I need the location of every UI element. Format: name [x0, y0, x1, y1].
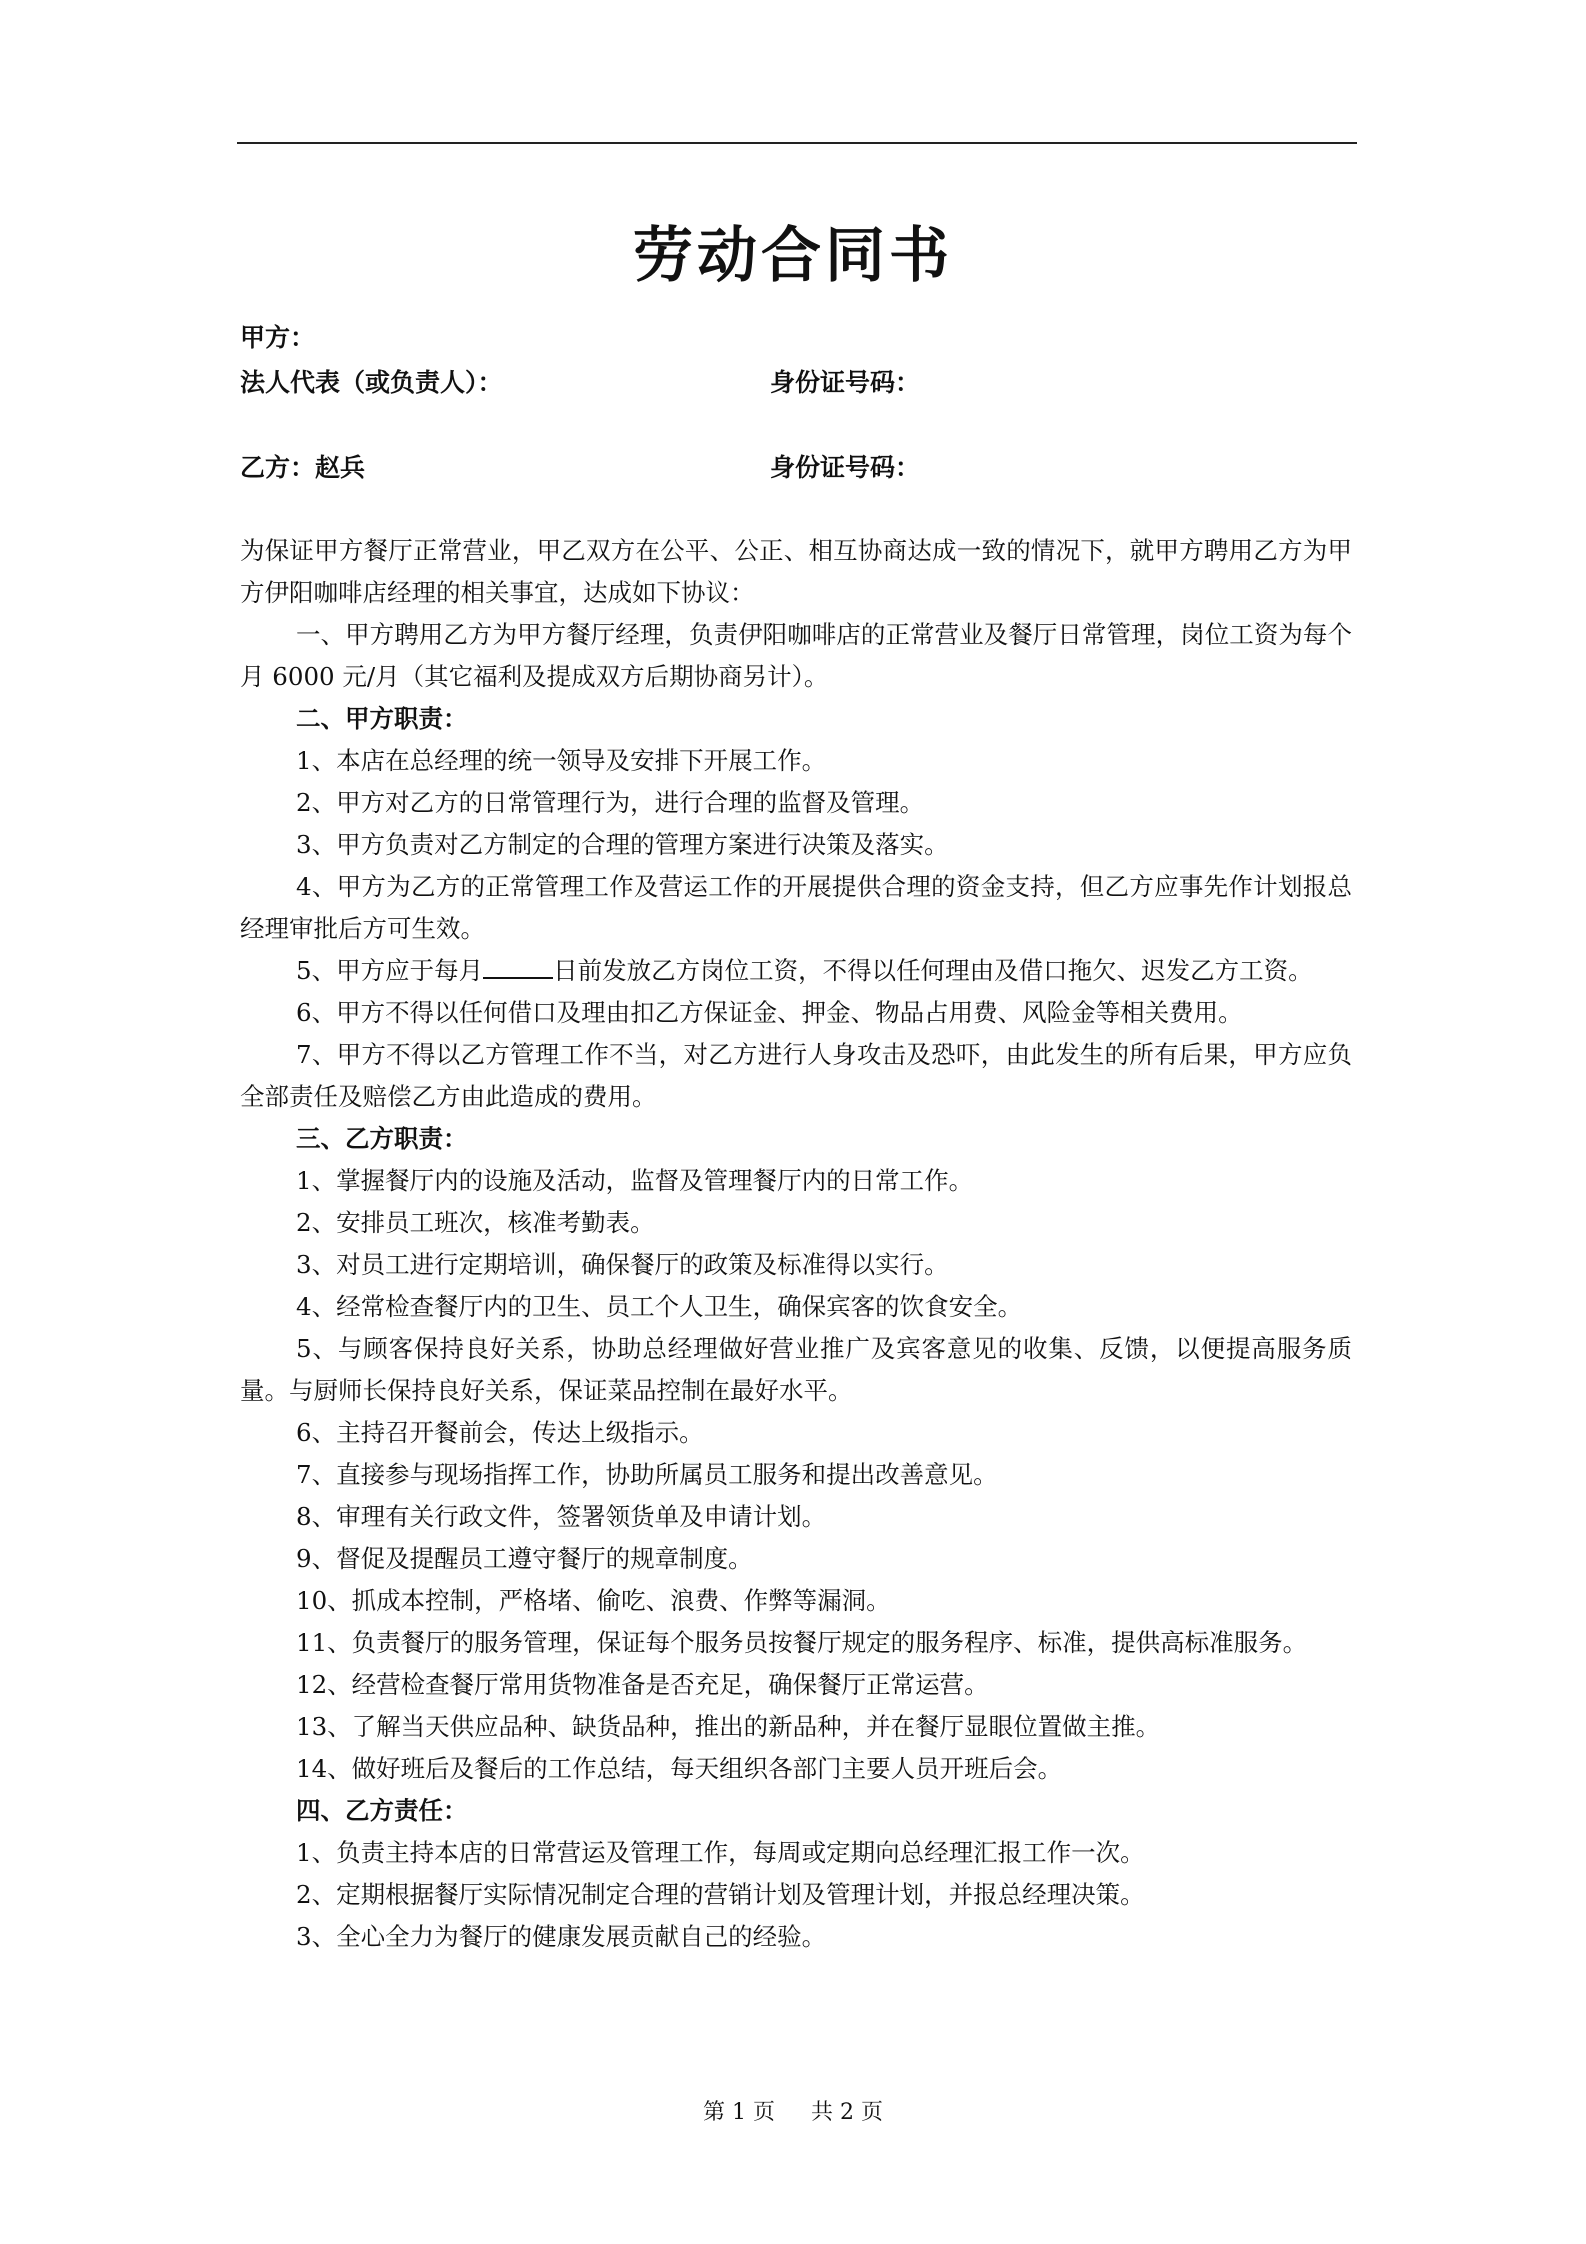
- section-3-item: 3、对员工进行定期培训，确保餐厅的政策及标准得以实行。: [296, 1250, 949, 1279]
- party-b-name: 赵兵: [315, 453, 366, 482]
- contract-body: [240, 530, 1352, 1958]
- item-5-before: 5、甲方应于每月: [296, 956, 484, 985]
- intro-paragraph: 为保证甲方餐厅正常营业，甲乙双方在公平、公正、相互协商达成一致的情况下，就甲方聘用乙方为甲方伊阳咖啡店经理的相关事宜，达成如下协议：: [240, 536, 1352, 607]
- section-3-item: 14、做好班后及餐后的工作总结，每天组织各部门主要人员开班后会。: [296, 1754, 1063, 1783]
- section-4-heading: 四、乙方责任：: [296, 1796, 468, 1825]
- legal-rep-label: 法人代表（或负责人）：: [240, 368, 503, 397]
- section-3-item: 12、经营检查餐厅常用货物准备是否充足，确保餐厅正常运营。: [296, 1670, 989, 1699]
- section-2-item-5: [240, 950, 1352, 992]
- section-3-item: 7、直接参与现场指挥工作，协助所属员工服务和提出改善意见。: [296, 1460, 998, 1489]
- section-3-item: 11、负责餐厅的服务管理，保证每个服务员按餐厅规定的服务程序、标准，提供高标准服务。: [296, 1628, 1308, 1657]
- section-2-item: 2、甲方对乙方的日常管理行为，进行合理的监督及管理。: [296, 788, 925, 817]
- section-3-item: 8、审理有关行政文件，签署领货单及申请计划。: [296, 1502, 827, 1531]
- section-2-item: 3、甲方负责对乙方制定的合理的管理方案进行决策及落实。: [296, 830, 949, 859]
- page-total: 共 2 页: [811, 2100, 883, 2125]
- section-2-heading: 二、甲方职责：: [296, 704, 468, 733]
- section-3-item: 4、经常检查餐厅内的卫生、员工个人卫生，确保宾客的饮食安全。: [296, 1292, 1023, 1321]
- page-number: 第 1 页: [703, 2100, 775, 2125]
- section-2-item: 1、本店在总经理的统一领导及安排下开展工作。: [296, 746, 827, 775]
- header-rule: [237, 142, 1357, 144]
- document-title: 劳动合同书: [633, 221, 953, 291]
- section-3-item: 2、安排员工班次，核准考勤表。: [296, 1208, 655, 1237]
- section-3-item: 6、主持召开餐前会，传达上级指示。: [296, 1418, 704, 1447]
- party-b-id-label: 身份证号码：: [770, 453, 921, 482]
- party-b-label: 乙方：: [240, 453, 316, 482]
- section-4-item: 3、全心全力为餐厅的健康发展贡献自己的经验。: [296, 1922, 827, 1951]
- page-footer: [0, 2098, 1586, 2128]
- section-2-item: 7、甲方不得以乙方管理工作不当，对乙方进行人身攻击及恐吓，由此发生的所有后果，甲方应负全部责任及赔偿乙方由此造成的费用。: [240, 1040, 1352, 1111]
- section-4-item: 1、负责主持本店的日常营运及管理工作，每周或定期向总经理汇报工作一次。: [296, 1838, 1145, 1867]
- party-a-label: 甲方：: [240, 323, 316, 352]
- pay-day-blank: [483, 955, 553, 979]
- party-a-id-label: 身份证号码：: [770, 368, 921, 397]
- section-3-heading: 三、乙方职责：: [296, 1124, 468, 1153]
- item-5-after: 日前发放乙方岗位工资，不得以任何理由及借口拖欠、迟发乙方工资。: [553, 956, 1313, 985]
- section-3-item: 9、督促及提醒员工遵守餐厅的规章制度。: [296, 1544, 753, 1573]
- clause-1: 一、甲方聘用乙方为甲方餐厅经理，负责伊阳咖啡店的正常营业及餐厅日常管理，岗位工资为每个月 6000 元/月（其它福利及提成双方后期协商另计）。: [240, 620, 1352, 691]
- section-3-item: 1、掌握餐厅内的设施及活动，监督及管理餐厅内的日常工作。: [296, 1166, 974, 1195]
- section-3-item: 5、与顾客保持良好关系，协助总经理做好营业推广及宾客意见的收集、反馈，以便提高服务质量。与厨师长保持良好关系，保证菜品控制在最好水平。: [240, 1334, 1352, 1405]
- section-3-item: 10、抓成本控制，严格堵、偷吃、浪费、作弊等漏洞。: [296, 1586, 891, 1615]
- section-2-item: 6、甲方不得以任何借口及理由扣乙方保证金、押金、物品占用费、风险金等相关费用。: [296, 998, 1243, 1027]
- section-4-item: 2、定期根据餐厅实际情况制定合理的营销计划及管理计划，并报总经理决策。: [296, 1880, 1145, 1909]
- section-2-item: 4、甲方为乙方的正常管理工作及营运工作的开展提供合理的资金支持，但乙方应事先作计划报总经理审批后方可生效。: [240, 872, 1352, 943]
- section-3-item: 13、了解当天供应品种、缺货品种，推出的新品种，并在餐厅显眼位置做主推。: [296, 1712, 1161, 1741]
- party-b-line: [240, 450, 365, 486]
